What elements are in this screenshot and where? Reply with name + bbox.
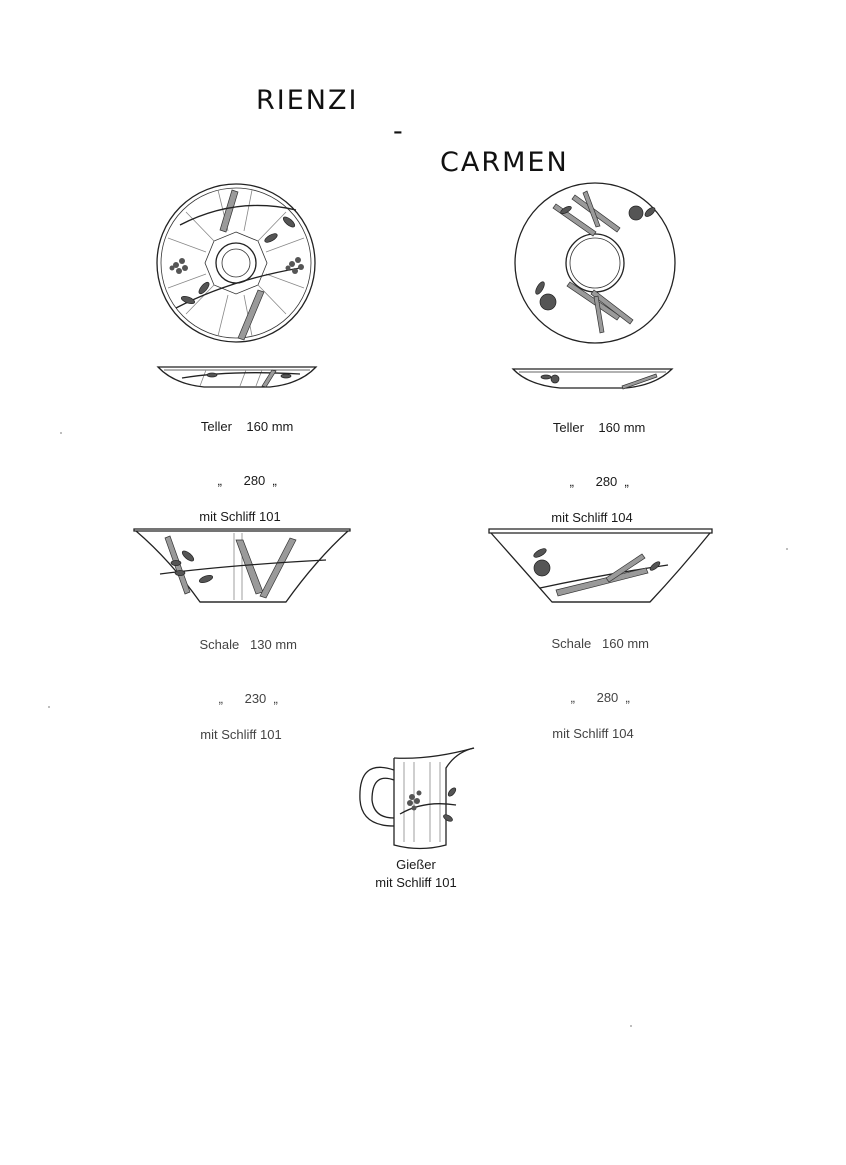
spacer bbox=[591, 636, 602, 651]
plate-rienzi-side-view bbox=[158, 367, 316, 387]
ditto-mark: „ bbox=[569, 474, 574, 489]
spacer bbox=[574, 474, 596, 489]
spacer bbox=[575, 690, 597, 705]
spacer bbox=[239, 637, 250, 652]
caption-line-1 bbox=[503, 617, 683, 671]
ditto-mark: „ bbox=[624, 474, 629, 489]
paper-speck bbox=[48, 706, 50, 708]
item-cut: mit Schliff 104 bbox=[552, 726, 634, 741]
item-name: Schale bbox=[199, 637, 240, 652]
plate-carmen-side-view bbox=[513, 369, 672, 389]
item-cut: mit Schliff 104 bbox=[551, 510, 633, 525]
caption-teller-rienzi bbox=[150, 400, 330, 526]
spacer bbox=[232, 419, 246, 434]
bowl-carmen-drawing bbox=[489, 529, 712, 602]
spacer bbox=[617, 474, 624, 489]
spacer bbox=[584, 420, 598, 435]
title-carmen: CARMEN bbox=[440, 147, 569, 178]
item-name: Teller bbox=[552, 420, 584, 435]
ditto-mark: „ bbox=[625, 690, 630, 705]
paper-speck bbox=[786, 548, 788, 550]
ditto-mark: „ bbox=[217, 473, 222, 488]
item-name: Gießer bbox=[396, 857, 436, 872]
caption-schale-rienzi bbox=[151, 618, 331, 744]
item-size: 280 bbox=[243, 473, 266, 488]
title-separator: - bbox=[393, 116, 405, 147]
caption-line-1 bbox=[502, 401, 682, 455]
plate-carmen-top-view bbox=[515, 183, 675, 343]
caption-schale-carmen bbox=[503, 617, 683, 743]
item-size: 160 mm bbox=[246, 419, 294, 434]
caption-line-2 bbox=[150, 454, 330, 508]
item-size: 160 mm bbox=[602, 636, 649, 651]
caption-line-2 bbox=[503, 671, 683, 725]
caption-teller-carmen bbox=[502, 401, 682, 527]
item-cut: mit Schliff 101 bbox=[199, 509, 281, 524]
item-size: 230 bbox=[244, 691, 267, 706]
ditto-mark: „ bbox=[218, 691, 223, 706]
bowl-rienzi-drawing bbox=[134, 529, 350, 602]
paper-speck bbox=[630, 1025, 632, 1027]
item-name: Schale bbox=[551, 636, 592, 651]
item-cut: mit Schliff 101 bbox=[200, 727, 282, 742]
caption-line-1 bbox=[150, 400, 330, 454]
ditto-mark: „ bbox=[272, 473, 277, 488]
caption-line-2 bbox=[502, 455, 682, 509]
spacer bbox=[618, 690, 625, 705]
item-size: 280 bbox=[596, 690, 619, 705]
item-cut: mit Schliff 101 bbox=[375, 875, 457, 890]
spacer bbox=[222, 473, 244, 488]
spacer bbox=[265, 473, 272, 488]
spacer bbox=[266, 691, 273, 706]
ditto-mark: „ bbox=[273, 691, 278, 706]
item-size: 130 mm bbox=[250, 637, 297, 652]
caption-line-1 bbox=[151, 618, 331, 672]
ditto-mark: „ bbox=[570, 690, 575, 705]
paper-speck bbox=[60, 432, 62, 434]
item-size: 280 bbox=[595, 474, 618, 489]
jug-drawing bbox=[360, 748, 474, 849]
plate-rienzi-drawing bbox=[157, 184, 315, 342]
caption-line-2 bbox=[151, 672, 331, 726]
spacer bbox=[223, 691, 245, 706]
caption-giesser bbox=[326, 856, 506, 892]
item-name: Teller bbox=[200, 419, 232, 434]
title-rienzi: RIENZI bbox=[256, 85, 359, 116]
item-size: 160 mm bbox=[598, 420, 646, 435]
